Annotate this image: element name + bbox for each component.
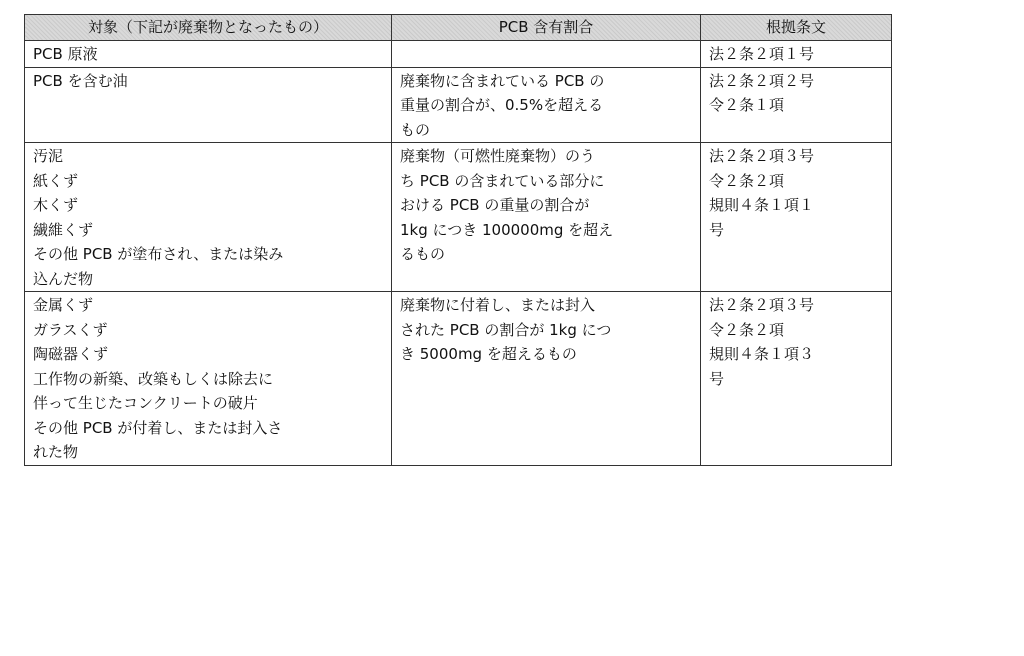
cell-line: 法２条２項３号 (709, 147, 815, 165)
cell-basis (701, 41, 892, 68)
cell-line: 繊維くず (33, 220, 94, 239)
cell-line: 陶磁器くず (33, 345, 109, 363)
cell-line: き 5000mg を超えるもの (400, 345, 577, 363)
cell-target (25, 143, 392, 292)
cell-line: 金属くず (33, 296, 94, 314)
header-ratio: PCB 含有割合 (392, 15, 701, 41)
cell-basis (701, 67, 892, 143)
cell-line: 木くず (33, 196, 79, 214)
cell-basis (701, 292, 892, 466)
cell-line: 廃棄物に付着し、または封入 (400, 296, 596, 314)
cell-line: 法２条２項２号 (709, 71, 815, 90)
cell-line: 込んだ物 (33, 269, 94, 288)
cell-line: された PCB の割合が 1kg につ (400, 320, 612, 339)
cell-line: 廃棄物に含まれている PCB の (400, 71, 605, 90)
pcb-waste-table (24, 14, 892, 466)
cell-line: 令２条２項 (709, 320, 785, 339)
cell-line: 汚泥 (33, 147, 64, 165)
table-row (25, 292, 892, 466)
cell-ratio (392, 292, 701, 466)
cell-line: おける PCB の重量の割合が (400, 196, 590, 214)
cell-line: ガラスくず (33, 320, 108, 339)
cell-line: 伴って生じたコンクリートの破片 (33, 394, 258, 412)
cell-line: その他 PCB が付着し、または封入さ (33, 418, 283, 437)
cell-line: 工作物の新築、改築もしくは除去に (33, 369, 274, 388)
cell-line: PCB 原液 (33, 45, 98, 63)
cell-line: その他 PCB が塗布され、または染み (33, 245, 284, 263)
cell-line: 令２条１項 (709, 96, 785, 114)
cell-target (25, 67, 392, 143)
cell-line: もの (400, 120, 431, 139)
cell-line: 廃棄物（可燃性廃棄物）のう (400, 147, 596, 165)
cell-line: 紙くず (33, 171, 79, 190)
cell-line: 号 (709, 220, 725, 239)
cell-line: 令２条２項 (709, 171, 785, 190)
header-target: 対象（下記が廃棄物となったもの） (25, 15, 392, 41)
cell-line: PCB を含む油 (33, 71, 128, 90)
table-header-row (25, 15, 892, 41)
table-body (25, 41, 892, 466)
cell-target (25, 292, 392, 466)
cell-line: 法２条２項３号 (709, 296, 815, 314)
table-row (25, 67, 892, 143)
cell-line: れた物 (33, 443, 79, 461)
table-row (25, 143, 892, 292)
cell-line: 規則４条１項１ (709, 196, 815, 214)
cell-line: 重量の割合が、0.5%を超える (400, 96, 604, 114)
cell-line: 規則４条１項３ (709, 345, 815, 363)
cell-basis (701, 143, 892, 292)
cell-line: ち PCB の含まれている部分に (400, 171, 605, 190)
cell-target (25, 41, 392, 68)
cell-ratio (392, 67, 701, 143)
cell-ratio (392, 143, 701, 292)
cell-line: るもの (400, 245, 446, 263)
cell-ratio (392, 41, 701, 68)
table-row (25, 41, 892, 68)
header-basis: 根拠条文 (701, 15, 892, 41)
cell-line: 法２条２項１号 (709, 45, 815, 63)
cell-line: 1kg につき 100000mg を超え (400, 220, 614, 239)
cell-line: 号 (709, 369, 725, 388)
